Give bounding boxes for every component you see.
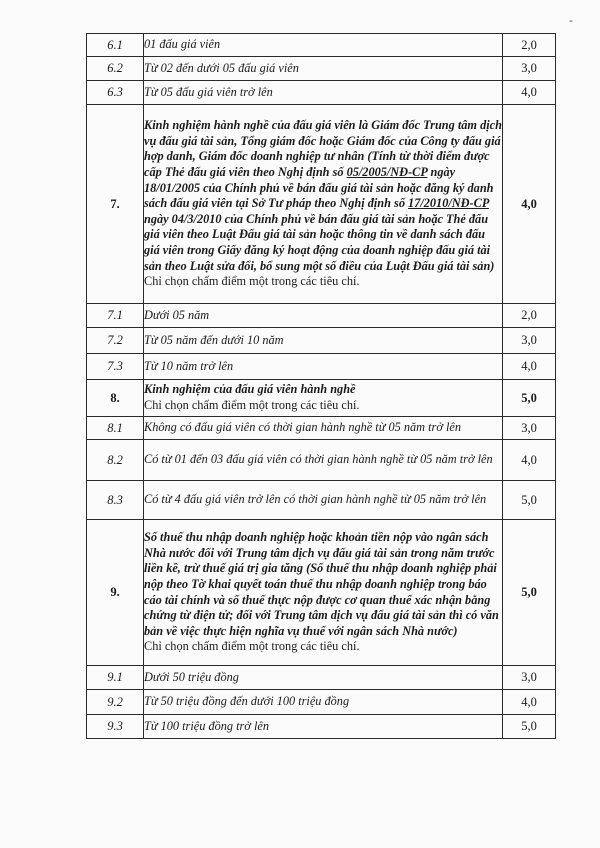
- row-number: 8.2: [87, 440, 144, 481]
- row-number: 7.2: [87, 328, 144, 354]
- score-value: 5,0: [503, 715, 556, 739]
- score-value: 3,0: [503, 328, 556, 354]
- criterion-text: Từ 05 năm đến dưới 10 năm: [144, 328, 503, 354]
- row-number: 9.3: [87, 715, 144, 739]
- row-number: 6.1: [87, 34, 144, 57]
- row-number: 7.3: [87, 354, 144, 380]
- criterion-note: Chỉ chọn chấm điểm một trong các tiêu chí.: [144, 274, 360, 289]
- row-number: 7.1: [87, 304, 144, 328]
- criterion-text: Từ 100 triệu đồng trở lên: [144, 715, 503, 739]
- criterion-title: Số thuế thu nhập doanh nghiệp hoặc khoản tiền nộp vào ngân sách Nhà nước đối với Trung tâm dịch vụ đấu giá tài sản trong năm trước liền kề, trừ thuế giá trị gia tăng (Số thuế thu nhập doanh nghiệp phải nộp theo Tờ khai quyết toán thuế thu nhập doanh nghiệp trong báo cáo tài chính và số thuế thực nộp được cơ quan thuế xác nhận bằng chứng từ điện tử; đối với Trung tâm dịch vụ đấu giá tài sản thì có văn bản về việc thực hiện nghĩa vụ thuế với ngân sách Nhà nước): [144, 530, 499, 638]
- criterion-text: Không có đấu giá viên có thời gian hành nghề từ 05 năm trở lên: [144, 417, 503, 440]
- row-number: 6.2: [87, 57, 144, 81]
- criterion-text: Dưới 05 năm: [144, 304, 503, 328]
- score-value: 4,0: [503, 440, 556, 481]
- score-value: 3,0: [503, 417, 556, 440]
- decree-reference: 17/2010/NĐ-CP: [408, 196, 489, 211]
- score-value: 4,0: [503, 105, 556, 304]
- criterion-text: Có từ 01 đến 03 đấu giá viên có thời gian hành nghề từ 05 năm trở lên: [144, 440, 503, 481]
- row-number: 9.2: [87, 690, 144, 715]
- table-row: [87, 666, 556, 690]
- criterion-note: Chỉ chọn chấm điểm một trong các tiêu chí.: [144, 398, 360, 412]
- criterion-text: [144, 520, 503, 666]
- row-number: 8.1: [87, 417, 144, 440]
- decree-reference: 05/2005/NĐ-CP: [346, 165, 428, 180]
- row-number: 7.: [87, 105, 144, 304]
- row-number: 8.3: [87, 481, 144, 520]
- criterion-text: Từ 02 đến dưới 05 đấu giá viên: [144, 57, 503, 81]
- criterion-text: Có từ 4 đấu giá viên trở lên có thời gian hành nghề từ 05 năm trở lên: [144, 481, 503, 520]
- table-row: [87, 81, 556, 105]
- table-row: [87, 328, 556, 354]
- score-value: 4,0: [503, 690, 556, 715]
- table-row: [87, 105, 556, 304]
- criterion-text: 01 đấu giá viên: [144, 34, 503, 57]
- criterion-title: Kinh nghiệm hành nghề của đấu giá viên là Giám đốc Trung tâm dịch vụ đấu giá tài sản, Tổng giám đốc hoặc Giám đốc của Công ty đấu giá hợp danh, Giám đốc doanh nghiệp tư nhân (Tính từ thời điểm được cấp Thẻ đấu giá viên theo Nghị định số 05/2005/NĐ-CP ngày 18/01/2005 của Chính phủ về bán đấu giá tài sản hoặc đăng ký danh sách đấu giá viên tại Sở Tư pháp theo Nghị định số 17/2010/NĐ-CP ngày 04/3/2010 của Chính phủ về bán đấu giá tài sản hoặc Thẻ đấu giá viên theo Luật Đấu giá tài sản hoặc thông tin về danh sách đấu giá viên trong Giấy đăng ký hoạt động của doanh nghiệp đấu giá tài sản theo Luật sửa đổi, bổ sung một số điều của Luật Đấu giá tài sản): [144, 118, 502, 273]
- criterion-text: [144, 105, 503, 304]
- row-number: 9.: [87, 520, 144, 666]
- row-number: 8.: [87, 380, 144, 417]
- row-number: 6.3: [87, 81, 144, 105]
- table-row: [87, 440, 556, 481]
- score-value: 5,0: [503, 520, 556, 666]
- row-number: 9.1: [87, 666, 144, 690]
- criterion-text: Từ 50 triệu đồng đến dưới 100 triệu đồng: [144, 690, 503, 715]
- table-row: [87, 304, 556, 328]
- table-row: [87, 715, 556, 739]
- score-value: 3,0: [503, 666, 556, 690]
- criterion-note: Chỉ chọn chấm điểm một trong các tiêu chí.: [144, 639, 360, 654]
- table-row: [87, 380, 556, 417]
- table-row: [87, 481, 556, 520]
- table-row: [87, 417, 556, 440]
- score-value: 4,0: [503, 81, 556, 105]
- criterion-text: Từ 05 đấu giá viên trở lên: [144, 81, 503, 105]
- score-value: 5,0: [503, 380, 556, 417]
- table-row: [87, 690, 556, 715]
- score-value: 3,0: [503, 57, 556, 81]
- score-value: 2,0: [503, 304, 556, 328]
- criterion-text: Từ 10 năm trở lên: [144, 354, 503, 380]
- table-row: [87, 520, 556, 666]
- score-value: 2,0: [503, 34, 556, 57]
- criterion-text: [144, 380, 503, 417]
- criteria-table: [86, 33, 556, 739]
- criterion-title: Kinh nghiệm của đấu giá viên hành nghề: [144, 382, 356, 397]
- score-value: 4,0: [503, 354, 556, 380]
- score-value: 5,0: [503, 481, 556, 520]
- criterion-text: Dưới 50 triệu đồng: [144, 666, 503, 690]
- table-row: [87, 354, 556, 380]
- table-row: [87, 34, 556, 57]
- corner-mark: -: [569, 13, 573, 27]
- table-row: [87, 57, 556, 81]
